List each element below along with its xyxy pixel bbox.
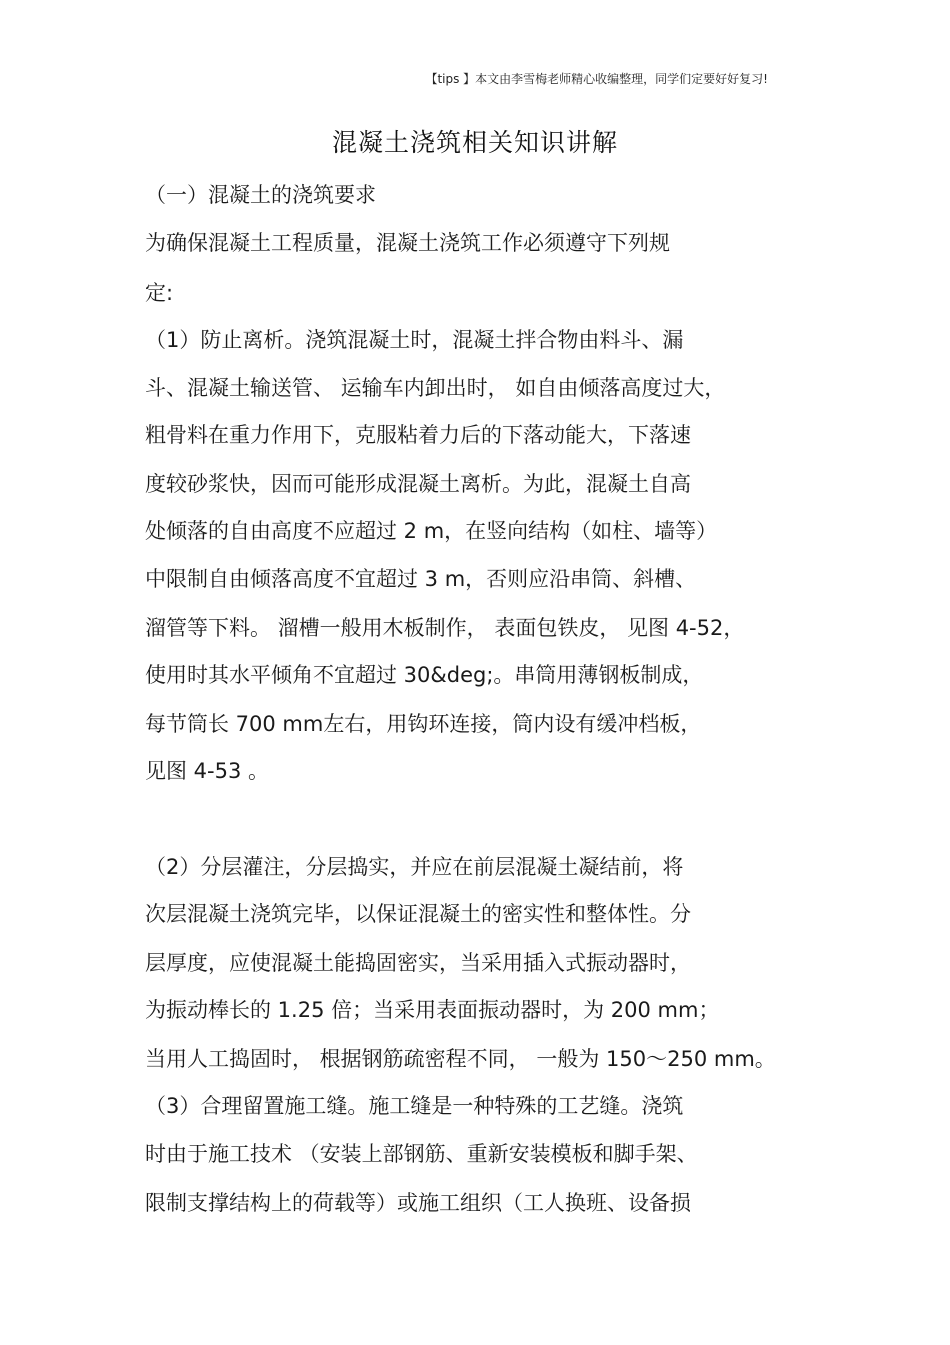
paragraph-line: 层厚度，应使混凝土能捣固密实，当采用插入式振动器时， xyxy=(145,951,691,975)
paragraph-line: 处倾落的自由高度不应超过 2 m，在竖向结构（如柱、墙等） xyxy=(145,519,718,543)
paragraph-line: 使用时其水平倾角不宜超过 30&deg;。串筒用薄钢板制成， xyxy=(145,663,704,687)
tips-header: 【tips 】本文由李雪梅老师精心收编整理，同学们定要好好复习! xyxy=(425,72,768,86)
paragraph-line: 斗、混凝土输送管、 运输车内卸出时， 如自由倾落高度过大， xyxy=(145,376,726,400)
paragraph-line: 见图 4-53 。 xyxy=(145,759,270,783)
paragraph-line: 时由于施工技术 （安装上部钢筋、重新安装模板和脚手架、 xyxy=(145,1142,698,1166)
paragraph-line: 度较砂浆快，因而可能形成混凝土离析。为此，混凝土自高 xyxy=(145,472,691,496)
paragraph-line: （2）分层灌注，分层捣实，并应在前层混凝土凝结前，将 xyxy=(145,855,684,879)
paragraph-line: （1）防止离析。浇筑混凝土时，混凝土拌合物由料斗、漏 xyxy=(145,328,684,352)
paragraph-line: 溜管等下料。 溜槽一般用木板制作， 表面包铁皮， 见图 4-52， xyxy=(145,616,745,640)
paragraph-line: （3）合理留置施工缝。施工缝是一种特殊的工艺缝。浇筑 xyxy=(145,1094,684,1118)
section-heading: （一）混凝土的浇筑要求 xyxy=(145,183,376,207)
paragraph-line: 粗骨料在重力作用下，克服粘着力后的下落动能大，下落速 xyxy=(145,423,691,447)
paragraph-line: 定: xyxy=(145,281,174,305)
paragraph-line: 当用人工捣固时， 根据钢筋疏密程不同， 一般为 150～250 mm。 xyxy=(145,1047,776,1071)
paragraph-line: 限制支撑结构上的荷载等）或施工组织（工人换班、设备损 xyxy=(145,1191,691,1215)
paragraph-line: 为确保混凝土工程质量，混凝土浇筑工作必须遵守下列规 xyxy=(145,231,670,255)
page-title: 混凝土浇筑相关知识讲解 xyxy=(331,128,618,157)
paragraph-line: 为振动棒长的 1.25 倍；当采用表面振动器时，为 200 mm； xyxy=(145,998,720,1022)
paragraph-line: 每节筒长 700 mm左右，用钩环连接，筒内设有缓冲档板， xyxy=(145,712,702,736)
paragraph-line: 次层混凝土浇筑完毕，以保证混凝土的密实性和整体性。分 xyxy=(145,902,691,926)
paragraph-line: 中限制自由倾落高度不宜超过 3 m，否则应沿串筒、斜槽、 xyxy=(145,567,697,591)
